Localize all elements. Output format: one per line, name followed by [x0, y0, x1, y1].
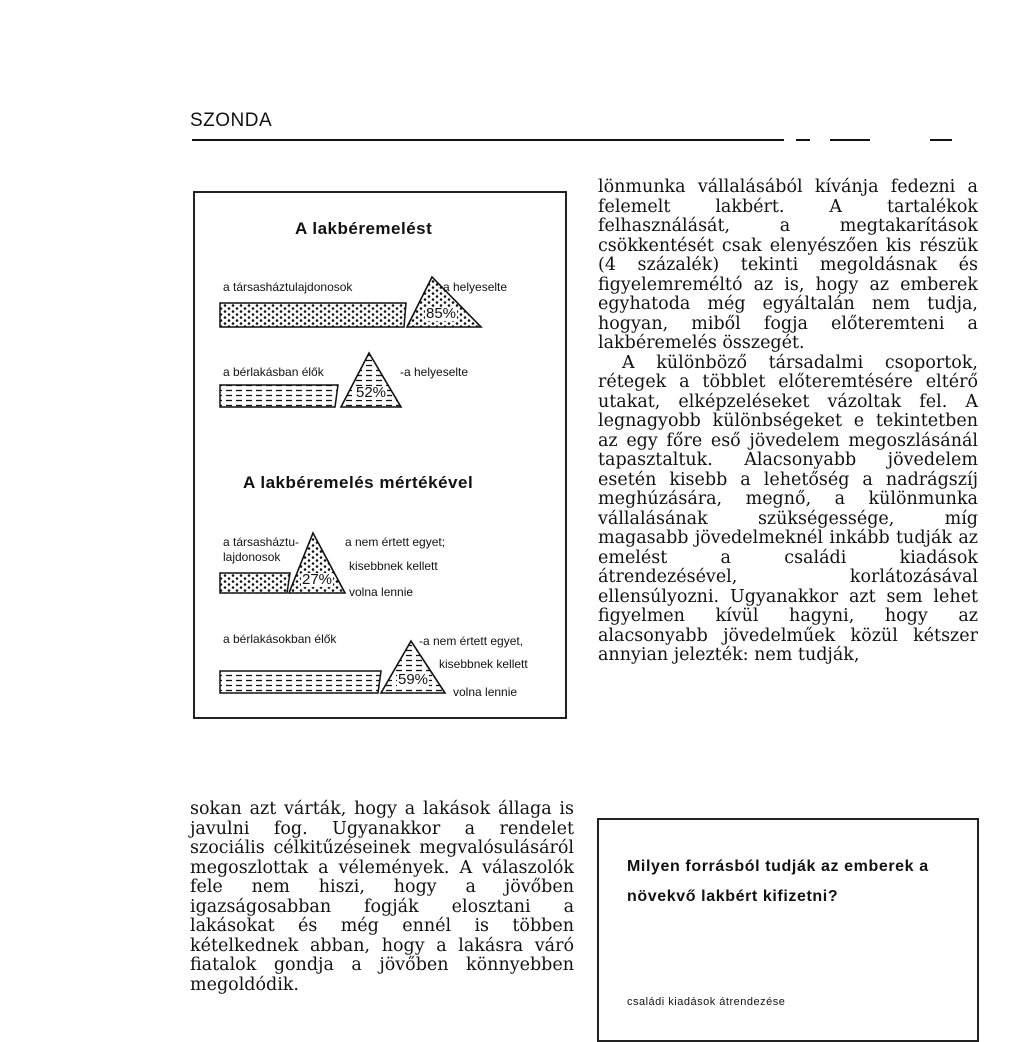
figure-title-1: A lakbéremelést [295, 219, 433, 238]
article-bottom-left [190, 800, 574, 995]
group3-label-line2: lajdonosok [223, 550, 281, 564]
group3-label-line1: a társasháztu- [223, 535, 300, 549]
group4-annotation-line2: kisebbnek kellett [439, 657, 528, 671]
group2-annotation: -a helyeselte [400, 365, 469, 379]
bar-group4 [220, 671, 381, 693]
bar-group3 [220, 573, 290, 593]
group3-annotation-line1: a nem értett egyet; [345, 535, 446, 549]
group2-percent: 52% [356, 384, 387, 401]
group3-annotation-line2: kisebbnek kellett [349, 559, 438, 573]
article-right-column [598, 178, 978, 666]
infographic-figure [193, 191, 567, 719]
section-header: SZONDA [190, 110, 273, 131]
header-rule-dash [930, 139, 952, 141]
group1-label: a társasháztulajdonosok [223, 280, 353, 294]
group4-annotation-line1: -a nem értett egyet, [419, 634, 524, 648]
group4-label: a bérlakásokban élők [223, 632, 337, 646]
group2-label: a bérlakásban élők [223, 365, 324, 379]
paragraph: lönmunka vállalásából kívánja fedezni a felemelt lakbért. A tartalékok felhasználását, a megtakarítások csökkentését csak elenyészően kis részük (4 százalék) tekinti megoldásnak és figyelemreméltó az is, hogy az emberek egyhatoda még egyáltalán nem tudja, hogyan, miből fogja előteremteni a lakbéremelés összegét. [598, 177, 978, 353]
group3-annotation-line3: volna lennie [349, 585, 414, 599]
bar-group2 [220, 385, 338, 407]
question-box [597, 818, 979, 1042]
figure-title-2: A lakbéremelés mértékével [243, 473, 474, 492]
header-rule-dash [796, 139, 810, 141]
question-title: Milyen forrásból tudják az emberek a növekvő lakbért kifizetni? [627, 858, 929, 905]
group1-percent: 85% [426, 305, 457, 322]
header-rule-dash [830, 139, 870, 141]
bar-group1 [220, 303, 406, 327]
group3-percent: 27% [302, 571, 333, 588]
paragraph: sokan azt várták, hogy a lakások állaga is javulni fog. Ugyanakkor a rendelet szociális célkitűzéseinek megvalósulásáról megoszlottak a vélemények. A válaszolók fele nem hiszi, hogy a jövőben igazságosabban fogják elosztani a lakásokat és még ennél is többen kételkednek abban, hogy a lakásra váró fiatalok gondja a jövőben könnyebben megoldódik. [190, 799, 574, 995]
paragraph: A különböző társadalmi csoportok, rétegek a többlet előteremtésére eltérő utakat, elképzeléseket vázoltak fel. A legnagyobb különbségeket e tekintetben az egy főre eső jövedelem megoszlásánál tapasztaltuk. Alacsonyabb jövedelem esetén kisebb a lehetőség a nadrágszíj meghúzására, megnő, a különmunka vállalásának szükségessége, míg magasabb jövedelmeknél inkább tudják az emelést a családi kiadások átrendezésével, korlátozásával ellensúlyozni. Ugyanakkor azt sem lehet figyelmen kívül hagyni, hogy az alacsonyabb jövedelműek közül kétszer annyian jelezték: nem tudják, [598, 352, 978, 665]
group4-percent: 59% [398, 671, 429, 688]
group4-annotation-line3: volna lennie [453, 685, 518, 699]
group1-annotation: -a helyeselte [439, 280, 508, 294]
answer-item: családi kiadások átrendezése [627, 996, 786, 1008]
header-rule [192, 139, 784, 141]
